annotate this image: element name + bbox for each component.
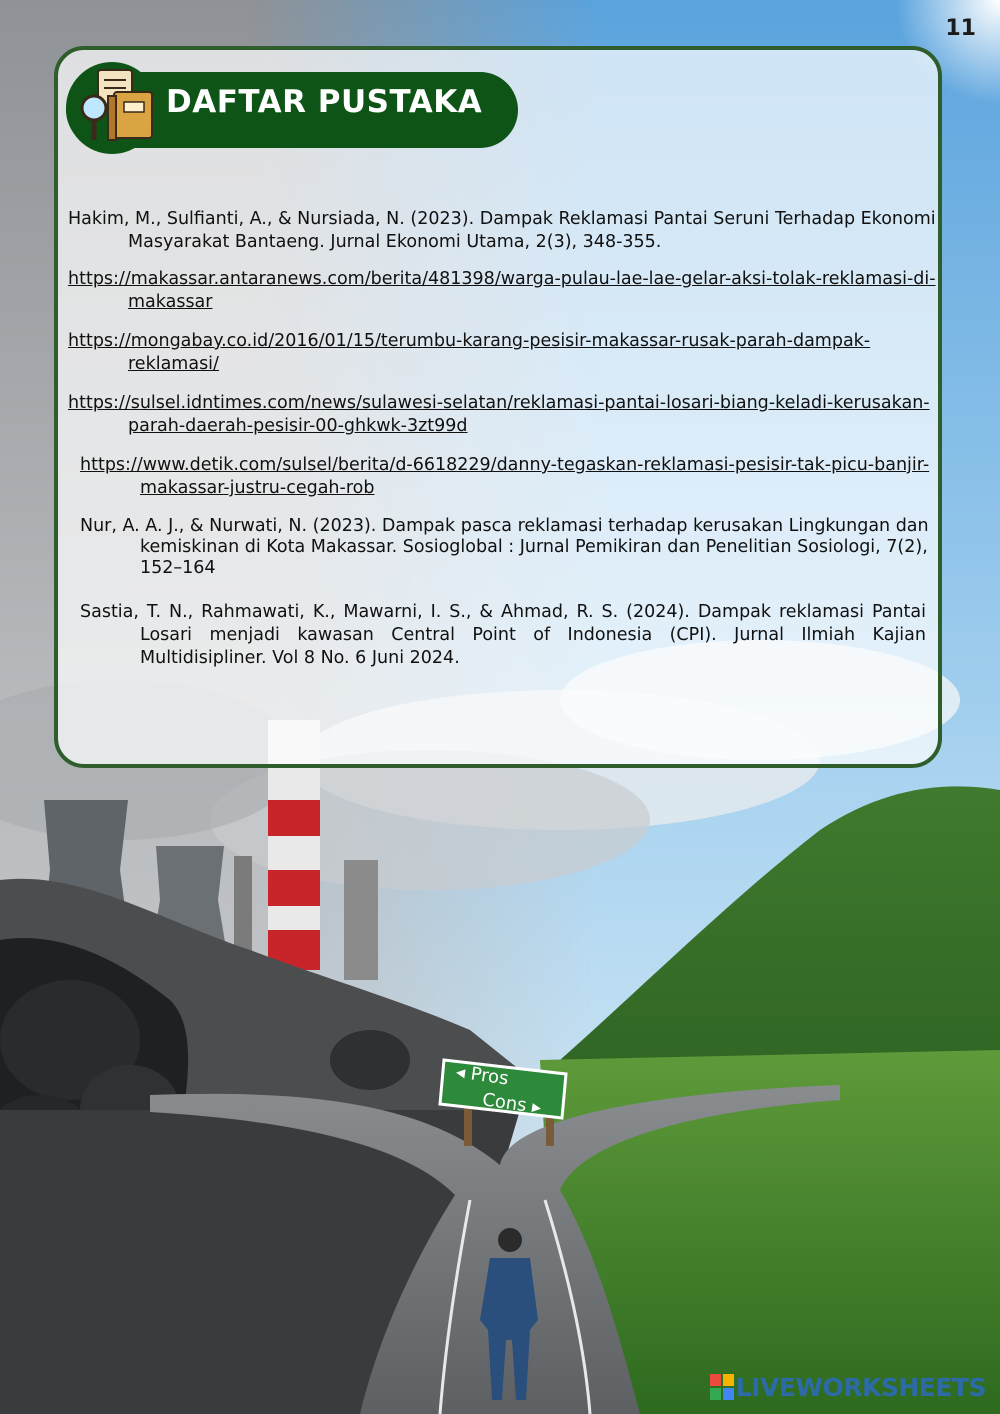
reference-item: Sastia, T. N., Rahmawati, K., Mawarni, I. S., & Ahmad, R. S. (2024). Dampak reklamasi Pantai Losari menjadi kawasan Central Point of Indonesia (CPI). Jurnal Ilmiah Kajian Multidisipliner. Vol 8 No. 6 Juni 2024. bbox=[80, 602, 926, 668]
sign-cons-label: Cons ▸ bbox=[481, 1089, 543, 1119]
watermark bbox=[710, 1370, 986, 1404]
reference-link[interactable]: https://mongabay.co.id/2016/01/15/terumbu-karang-pesisir-makassar-rusak-parah-dampak- reklamasi/ bbox=[68, 331, 871, 374]
arrow-left-icon: ◂ bbox=[454, 1061, 467, 1084]
reference-link[interactable]: https://makassar.antaranews.com/berita/481398/warga-pulau-lae-lae-gelar-aksi-tolak-reklamasi-di-makassar bbox=[68, 269, 936, 312]
reference-link[interactable]: https://sulsel.idntimes.com/news/sulawesi-selatan/reklamasi-pantai-losari-biang-keladi-kerusakan-parah-daerah-pesisir-00-ghkwk-3zt99d bbox=[68, 393, 930, 436]
reference-item: Nur, A. A. J., & Nurwati, N. (2023). Dampak pasca reklamasi terhadap kerusakan Lingkungan dan kemiskinan di Kota Makassar. Sosioglobal : Jurnal Pemikiran dan Penelitian Sosiologi, 7(2), 152–164 bbox=[80, 516, 929, 578]
watermark-text: LIVEWORKSHEETS bbox=[735, 1372, 986, 1402]
arrow-right-icon: ▸ bbox=[530, 1096, 543, 1119]
reference-item: Hakim, M., Sulfianti, A., & Nursiada, N. (2023). Dampak Reklamasi Pantai Seruni Terhadap Ekonomi Masyarakat Bantaeng. Jurnal Ekonomi Utama, 2(3), 348-355. bbox=[68, 209, 936, 252]
reference-link[interactable]: https://www.detik.com/sulsel/berita/d-6618229/danny-tegaskan-reklamasi-pesisir-tak-picu-banjir-makassar-justru-cegah-rob bbox=[80, 455, 930, 498]
document-magnifier-book-icon bbox=[76, 66, 158, 148]
sign-pros-label: ◂ Pros bbox=[454, 1061, 510, 1090]
liveworksheets-logo-icon bbox=[710, 1374, 734, 1400]
page-title: DAFTAR PUSTAKA bbox=[166, 84, 483, 120]
page-number: 11 bbox=[945, 16, 976, 41]
reference-list bbox=[68, 208, 936, 684]
